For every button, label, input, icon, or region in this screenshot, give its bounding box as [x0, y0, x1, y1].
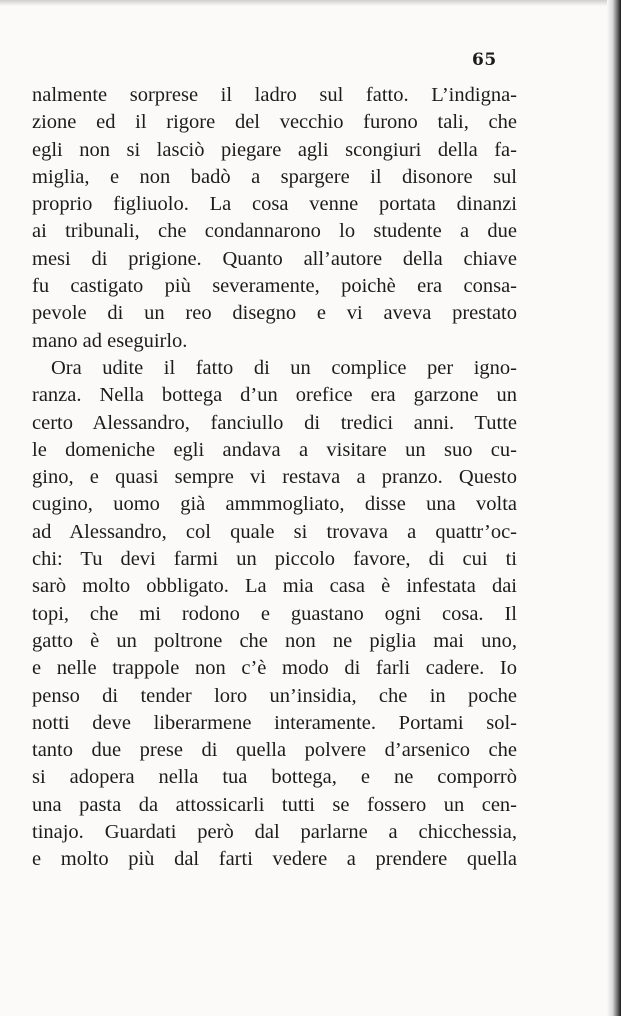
text-line: zione ed il rigore del vecchio furono tali, che — [32, 111, 517, 134]
text-line: fu castigato più severamente, poichè era consa- — [32, 275, 517, 298]
text-line: ai tribunali, che condannarono lo studente a due — [32, 220, 517, 243]
text-line: ranza. Nella bottega d’un orefice era garzone un — [32, 384, 517, 407]
page-top-shadow — [0, 0, 621, 6]
text-line: ad Alessandro, col quale si trovava a quattr’oc- — [32, 520, 517, 543]
text-line: gino, e quasi sempre vi restava a pranzo. Questo — [32, 466, 517, 489]
text-line: mesi di prigione. Quanto all’autore della chiave — [32, 247, 517, 270]
text-line: si adopera nella tua bottega, e ne comporrò — [32, 766, 517, 789]
text-line: certo Alessandro, fanciullo di tredici anni. Tutte — [32, 411, 517, 434]
text-line: egli non si lasciò piegare agli scongiuri della fa- — [32, 138, 517, 161]
text-line: notti deve liberarmene interamente. Portami sol- — [32, 711, 517, 734]
text-line: chi: Tu devi farmi un piccolo favore, di cui ti — [32, 548, 517, 571]
text-line: tanto due prese di quella polvere d’arsenico che — [32, 739, 517, 762]
text-line: cugino, uomo già ammmogliato, disse una volta — [32, 493, 517, 516]
text-line: e nelle trappole non c’è modo di farli cadere. Io — [32, 657, 517, 680]
body-text — [32, 82, 517, 874]
text-line: topi, che mi rodono e guastano ogni cosa. Il — [32, 602, 517, 625]
text-line: penso di tender loro un’insidia, che in poche — [32, 684, 517, 707]
text-line: miglia, e non badò a spargere il disonore sul — [32, 165, 517, 188]
text-line: Ora udite il fatto di un complice per igno- — [51, 356, 517, 379]
text-line: sarò molto obbligato. La mia casa è infestata dai — [32, 575, 517, 598]
text-line: una pasta da attossicarli tutti se fossero un cen- — [32, 793, 517, 816]
text-line: pevole di un reo disegno e vi aveva prestato — [32, 302, 517, 325]
text-line: le domeniche egli andava a visitare un suo cu- — [32, 438, 517, 461]
text-line: e molto più dal farti vedere a prendere quella — [32, 848, 517, 871]
text-line: proprio figliuolo. La cosa venne portata dinanzi — [32, 193, 517, 216]
page-binding-shadow — [607, 0, 621, 1016]
text-line: mano ad eseguirlo. — [32, 329, 188, 352]
text-line: tinajo. Guardati però dal parlarne a chicchessia, — [32, 821, 517, 844]
page-number: 65 — [472, 50, 497, 70]
text-line: gatto è un poltrone che non ne piglia mai uno, — [32, 629, 517, 652]
text-line: nalmente sorprese il ladro sul fatto. L’indigna- — [32, 84, 517, 106]
